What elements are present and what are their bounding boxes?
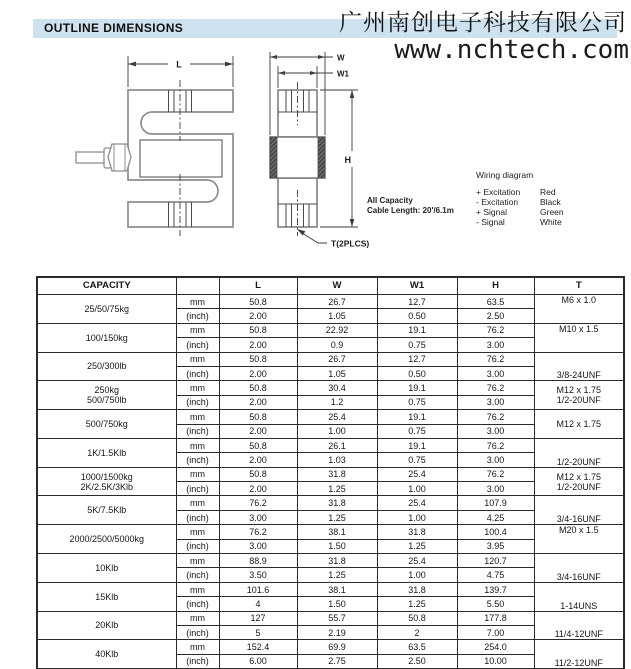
value-cell: 1.00 [377, 510, 457, 524]
value-cell: 139.7 [457, 582, 534, 596]
capacity-cell: 250/300lb [37, 352, 176, 381]
value-cell: 88.9 [219, 554, 297, 568]
value-cell: 107.9 [457, 496, 534, 510]
value-cell: 1.25 [297, 510, 377, 524]
value-cell: 3.50 [219, 568, 297, 582]
value-cell: 12.7 [377, 295, 457, 309]
unit-cell: (inch) [176, 625, 219, 639]
value-cell: 1.00 [377, 568, 457, 582]
capacity-cell: 100/150kg [37, 323, 176, 352]
value-cell: 76.2 [457, 438, 534, 452]
unit-cell: mm [176, 554, 219, 568]
unit-cell: mm [176, 295, 219, 309]
unit-cell: (inch) [176, 309, 219, 323]
value-cell: 26.7 [297, 352, 377, 366]
value-cell: 3.00 [219, 539, 297, 553]
capacity-cell: 10Klb [37, 554, 176, 583]
unit-cell: (inch) [176, 366, 219, 380]
value-cell: 2.75 [297, 654, 377, 669]
dim-label-L: L [176, 59, 182, 70]
unit-cell: mm [176, 496, 219, 510]
column-header-capacity: CAPACITY [37, 277, 176, 295]
value-cell: 76.2 [219, 496, 297, 510]
unit-cell: mm [176, 381, 219, 395]
table-row-mm [37, 611, 624, 625]
value-cell: 152.4 [219, 640, 297, 654]
table-header [37, 277, 624, 295]
wiring-title: Wiring diagram [476, 170, 534, 180]
capacity-cell: 5K/7.5Klb [37, 496, 176, 525]
dim-label-W1: W1 [337, 69, 349, 79]
value-cell: 101.6 [219, 582, 297, 596]
value-cell: 76.2 [457, 467, 534, 481]
value-cell: 31.8 [297, 467, 377, 481]
value-cell: 31.8 [297, 554, 377, 568]
table-row-mm [37, 410, 624, 424]
thread-cell: M12 x 1.75 [534, 410, 624, 439]
thread-cell: 1-14UNS [534, 582, 624, 611]
value-cell: 19.1 [377, 438, 457, 452]
value-cell: 0.75 [377, 338, 457, 352]
value-cell: 50.8 [219, 410, 297, 424]
value-cell: 31.8 [377, 525, 457, 539]
seal-strip-left [270, 137, 277, 178]
value-cell: 50.8 [219, 467, 297, 481]
unit-cell: mm [176, 467, 219, 481]
capacity-cell: 40Klb [37, 640, 176, 669]
value-cell: 22.92 [297, 323, 377, 337]
unit-cell: mm [176, 438, 219, 452]
value-cell: 5.50 [457, 597, 534, 611]
unit-cell: mm [176, 352, 219, 366]
value-cell: 1.25 [297, 482, 377, 496]
wiring-row [476, 207, 616, 217]
value-cell: 1.25 [377, 539, 457, 553]
wiring-row [476, 217, 616, 227]
wiring-color: Green [540, 207, 564, 217]
value-cell: 76.2 [457, 381, 534, 395]
unit-cell: mm [176, 410, 219, 424]
value-cell: 1.50 [297, 539, 377, 553]
center-pocket [140, 140, 222, 177]
value-cell: 0.75 [377, 424, 457, 438]
value-cell: 25.4 [377, 554, 457, 568]
unit-cell: (inch) [176, 424, 219, 438]
unit-cell: (inch) [176, 568, 219, 582]
table-header-row [37, 277, 624, 295]
value-cell: 19.1 [377, 381, 457, 395]
side-view [270, 52, 369, 249]
unit-cell: mm [176, 525, 219, 539]
column-header [176, 277, 219, 295]
value-cell: 10.00 [457, 654, 534, 669]
dim-H-arrow-bottom [350, 219, 355, 227]
value-cell: 3.00 [457, 453, 534, 467]
column-header: L [219, 277, 297, 295]
table-row-mm [37, 323, 624, 337]
cable-note-line1: All Capacity [367, 196, 413, 205]
dim-L-arrow-left [128, 62, 136, 67]
unit-cell: (inch) [176, 395, 219, 409]
value-cell: 76.2 [457, 323, 534, 337]
table-row-mm [37, 381, 624, 395]
thread-cell: 11/4-12UNF [534, 611, 624, 640]
value-cell: 76.2 [457, 352, 534, 366]
value-cell: 2.00 [219, 366, 297, 380]
value-cell: 25.4 [297, 410, 377, 424]
value-cell: 69.9 [297, 640, 377, 654]
value-cell: 2.50 [457, 309, 534, 323]
value-cell: 2.00 [219, 424, 297, 438]
value-cell: 2.19 [297, 625, 377, 639]
value-cell: 4 [219, 597, 297, 611]
value-cell: 2.50 [377, 654, 457, 669]
capacity-cell: 500/750kg [37, 410, 176, 439]
wiring-function: - Excitation [476, 197, 519, 207]
value-cell: 50.8 [219, 295, 297, 309]
capacity-cell: 20Klb [37, 611, 176, 640]
table-row-mm [37, 467, 624, 481]
thread-cell: M20 x 1.5 [534, 525, 624, 554]
wiring-color: White [540, 217, 562, 227]
company-name: 广州南创电子科技有限公司 [339, 10, 627, 36]
value-cell: 177.8 [457, 611, 534, 625]
table-row-mm [37, 438, 624, 452]
wiring-color: Red [540, 187, 556, 197]
unit-cell: (inch) [176, 453, 219, 467]
thread-cell: 11/2-12UNF [534, 640, 624, 669]
thread-cell: M6 x 1.0 [534, 295, 624, 324]
table-row-mm [37, 640, 624, 654]
value-cell: 1.2 [297, 395, 377, 409]
value-cell: 26.7 [297, 295, 377, 309]
thread-cell: 1/2-20UNF [534, 438, 624, 467]
column-header: W1 [377, 277, 457, 295]
value-cell: 2.00 [219, 395, 297, 409]
value-cell: 0.9 [297, 338, 377, 352]
value-cell: 25.4 [377, 467, 457, 481]
capacity-cell: 15Klb [37, 582, 176, 611]
value-cell: 50.8 [219, 352, 297, 366]
value-cell: 2 [377, 625, 457, 639]
unit-cell: (inch) [176, 482, 219, 496]
dim-W-arrow-right [318, 55, 325, 59]
column-header: H [457, 277, 534, 295]
capacity-cell: 2000/2500/5000kg [37, 525, 176, 554]
table-row-mm [37, 352, 624, 366]
value-cell: 0.50 [377, 366, 457, 380]
value-cell: 31.8 [297, 496, 377, 510]
wiring-diagram [476, 170, 616, 227]
value-cell: 38.1 [297, 525, 377, 539]
cable-note-line2: Cable Length: 20'/6.1m [367, 206, 454, 215]
unit-cell: mm [176, 640, 219, 654]
dimensions-table [36, 276, 625, 669]
wiring-rows [476, 187, 616, 227]
value-cell: 3.95 [457, 539, 534, 553]
cable-note [367, 196, 487, 216]
value-cell: 5 [219, 625, 297, 639]
value-cell: 2.00 [219, 482, 297, 496]
value-cell: 55.7 [297, 611, 377, 625]
unit-cell: (inch) [176, 654, 219, 669]
value-cell: 63.5 [457, 295, 534, 309]
value-cell: 50.8 [377, 611, 457, 625]
value-cell: 100.4 [457, 525, 534, 539]
unit-cell: (inch) [176, 510, 219, 524]
capacity-cell: 25/50/75kg [37, 295, 176, 324]
value-cell: 26.1 [297, 438, 377, 452]
table-row-mm [37, 554, 624, 568]
table-body [37, 295, 624, 669]
wiring-row [476, 197, 616, 207]
value-cell: 50.8 [219, 438, 297, 452]
value-cell: 1.05 [297, 366, 377, 380]
value-cell: 127 [219, 611, 297, 625]
value-cell: 0.50 [377, 309, 457, 323]
value-cell: 3.00 [457, 366, 534, 380]
dim-W-arrow-left [270, 55, 277, 59]
value-cell: 1.05 [297, 309, 377, 323]
value-cell: 19.1 [377, 323, 457, 337]
value-cell: 3.00 [457, 482, 534, 496]
value-cell: 76.2 [219, 525, 297, 539]
dim-label-H: H [344, 155, 351, 165]
unit-cell: mm [176, 611, 219, 625]
dim-H-arrow-top [350, 90, 355, 98]
value-cell: 3.00 [219, 510, 297, 524]
thread-callout: T(2PLCS) [331, 238, 370, 249]
value-cell: 3.00 [457, 395, 534, 409]
value-cell: 1.00 [377, 482, 457, 496]
value-cell: 2.00 [219, 309, 297, 323]
table-row-mm [37, 582, 624, 596]
capacity-cell: 1K/1.5Klb [37, 438, 176, 467]
dim-W1-arrow-left [278, 71, 285, 75]
value-cell: 0.75 [377, 395, 457, 409]
column-header: W [297, 277, 377, 295]
value-cell: 3.00 [457, 338, 534, 352]
thread-cell: M12 x 1.75 1/2-20UNF [534, 467, 624, 496]
value-cell: 0.75 [377, 453, 457, 467]
value-cell: 6.00 [219, 654, 297, 669]
cable-gland [76, 144, 131, 171]
value-cell: 1.03 [297, 453, 377, 467]
wiring-function: + Signal [476, 207, 507, 217]
value-cell: 25.4 [377, 496, 457, 510]
dim-W1-arrow-right [310, 71, 317, 75]
value-cell: 4.75 [457, 568, 534, 582]
thread-cell: 3/4-16UNF [534, 554, 624, 583]
thread-cell: M12 x 1.75 1/2-20UNF [534, 381, 624, 410]
dim-L-arrow-right [225, 62, 233, 67]
value-cell: 1.50 [297, 597, 377, 611]
value-cell: 120.7 [457, 554, 534, 568]
value-cell: 31.8 [377, 582, 457, 596]
loadcell-drawing [0, 0, 631, 276]
value-cell: 4.25 [457, 510, 534, 524]
value-cell: 19.1 [377, 410, 457, 424]
wiring-row [476, 187, 616, 197]
unit-cell: (inch) [176, 539, 219, 553]
wiring-function: + Excitation [476, 187, 521, 197]
table-row-mm [37, 295, 624, 309]
value-cell: 7.00 [457, 625, 534, 639]
company-url: www.nchtech.com [394, 35, 629, 65]
thread-cell: 3/8-24UNF [534, 352, 624, 381]
value-cell: 3.00 [457, 424, 534, 438]
value-cell: 63.5 [377, 640, 457, 654]
unit-cell: mm [176, 582, 219, 596]
capacity-cell: 250kg 500/750lb [37, 381, 176, 410]
capacity-cell: 1000/1500kg 2K/2.5K/3Klb [37, 467, 176, 496]
value-cell: 76.2 [457, 410, 534, 424]
value-cell: 12.7 [377, 352, 457, 366]
seal-strip-right [318, 137, 325, 178]
table-row-mm [37, 496, 624, 510]
value-cell: 1.25 [297, 568, 377, 582]
wiring-color: Black [540, 197, 561, 207]
section-title: OUTLINE DIMENSIONS [44, 21, 184, 35]
value-cell: 1.00 [297, 424, 377, 438]
thread-cell: M10 x 1.5 [534, 323, 624, 352]
unit-cell: (inch) [176, 338, 219, 352]
value-cell: 38.1 [297, 582, 377, 596]
column-header: T [534, 277, 624, 295]
value-cell: 30.4 [297, 381, 377, 395]
wiring-function: - Signal [476, 217, 505, 227]
dim-label-W: W [337, 53, 345, 63]
value-cell: 2.00 [219, 453, 297, 467]
table-row-mm [37, 525, 624, 539]
value-cell: 2.00 [219, 338, 297, 352]
value-cell: 50.8 [219, 323, 297, 337]
thread-cell: 3/4-16UNF [534, 496, 624, 525]
value-cell: 254.0 [457, 640, 534, 654]
unit-cell: (inch) [176, 597, 219, 611]
front-view [76, 56, 233, 236]
unit-cell: mm [176, 323, 219, 337]
dim-H-lines [320, 90, 358, 227]
value-cell: 1.25 [377, 597, 457, 611]
value-cell: 50.8 [219, 381, 297, 395]
